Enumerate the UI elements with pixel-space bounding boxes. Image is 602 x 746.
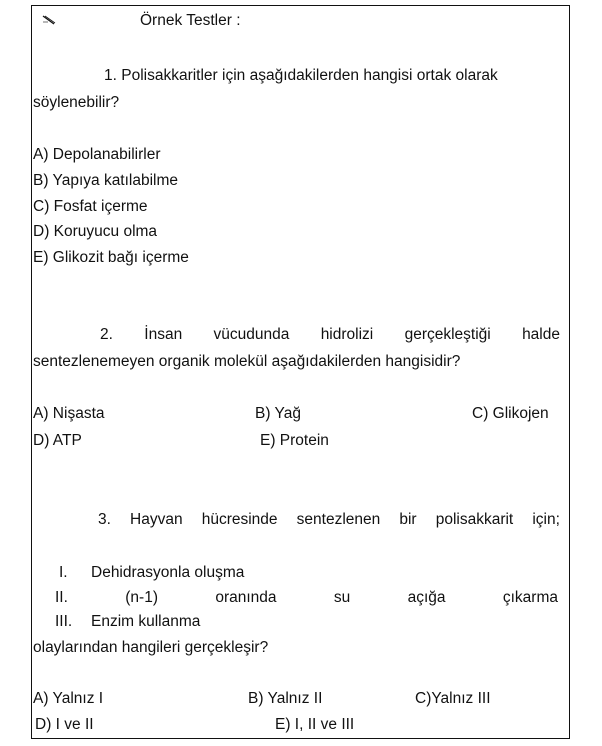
q2-word: vücudunda <box>213 326 290 343</box>
q1-option-b: B) Yapıya katılabilme <box>33 172 179 189</box>
statement-2-word: oranında <box>215 589 277 606</box>
q1-stem-line2: söylenebilir? <box>33 94 120 111</box>
q3-word: Hayvan <box>130 511 183 528</box>
q2-option-d: D) ATP <box>33 432 82 449</box>
q2-word: halde <box>522 326 560 343</box>
q3-option-c: C)Yalnız III <box>415 690 491 707</box>
q3-word: için; <box>532 511 560 528</box>
statement-1-number: I. <box>59 564 68 581</box>
q2-stem-line1 <box>100 325 560 345</box>
q1-option-c: C) Fosfat içerme <box>33 198 148 215</box>
q3-option-a: A) Yalnız I <box>33 690 104 707</box>
statement-2-word: çıkarma <box>502 589 558 606</box>
q3-word: hücresinde <box>201 511 278 528</box>
q3-stem-line1 <box>98 510 560 530</box>
q3-option-e: E) I, II ve III <box>275 716 355 733</box>
q2-option-c: C) Glikojen <box>472 405 549 422</box>
section-title: Örnek Testler : <box>140 12 241 29</box>
q3-option-b: B) Yalnız II <box>248 690 323 707</box>
q2-option-e: E) Protein <box>260 432 329 449</box>
pencil-icon <box>42 14 56 26</box>
q1-stem-line1: 1. Polisakkaritler için aşağıdakilerden hangisi ortak olarak <box>104 67 498 84</box>
statement-2-word: (n-1) <box>125 589 158 606</box>
q2-word: 2. <box>100 326 113 343</box>
q3-word: polisakkarit <box>435 511 514 528</box>
statement-2-word: açığa <box>407 589 446 606</box>
q1-option-a: A) Depolanabilirler <box>33 146 161 163</box>
q3-word: 3. <box>98 511 111 528</box>
q2-stem-line2: sentezlenemeyen organik molekül aşağıdakilerden hangisidir? <box>33 353 461 370</box>
q3-word: sentezlenen <box>296 511 381 528</box>
statement-3-text: Enzim kullanma <box>91 613 201 630</box>
q2-option-a: A) Nişasta <box>33 405 105 422</box>
q3-closing: olaylarından hangileri gerçekleşir? <box>33 639 269 656</box>
statement-2 <box>55 588 558 608</box>
q2-word: gerçekleştiği <box>404 326 491 343</box>
statement-1-text: Dehidrasyonla oluşma <box>91 564 245 581</box>
q3-word: bir <box>399 511 417 528</box>
q2-word: İnsan <box>144 326 183 343</box>
q1-option-d: D) Koruyucu olma <box>33 223 158 240</box>
statement-3-number: III. <box>55 613 73 630</box>
q2-option-b: B) Yağ <box>255 405 301 422</box>
q1-option-e: E) Glikozit bağı içerme <box>33 249 189 266</box>
q3-option-d: D) I ve II <box>35 716 94 733</box>
statement-2-word: II. <box>55 589 68 606</box>
q2-word: hidrolizi <box>320 326 374 343</box>
statement-2-word: su <box>333 589 351 606</box>
